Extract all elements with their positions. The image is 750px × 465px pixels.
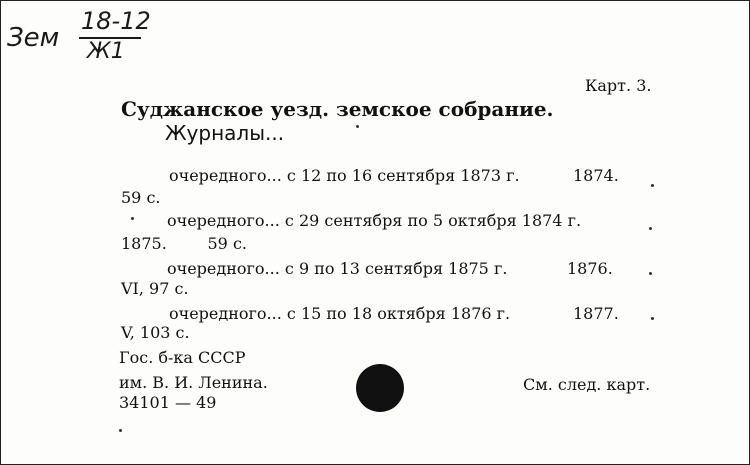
entry-2-line2: 1875. 59 с.	[121, 234, 247, 253]
speck	[649, 227, 652, 230]
handwritten-fraction-top: 18-12	[81, 7, 151, 35]
speck	[356, 125, 359, 128]
entry-1-year: 1874.	[573, 166, 619, 185]
see-next-card: См. след. карт.	[523, 375, 651, 394]
library-line1: Гос. б-ка СССР	[119, 348, 246, 367]
entry-1-line1: очередного... с 12 по 16 сентября 1873 г.	[169, 166, 520, 185]
library-line2: им. В. И. Ленина.	[119, 373, 268, 392]
entry-3-line2: VI, 97 с.	[121, 279, 189, 298]
entry-3-year: 1876.	[567, 259, 613, 278]
entry-3-line1: очередного... с 9 по 13 сентября 1875 г.	[167, 259, 508, 278]
speck	[651, 184, 654, 187]
entry-4-year: 1877.	[573, 304, 619, 323]
speck	[119, 429, 122, 432]
speck	[131, 217, 134, 220]
entry-1-line2: 59 с.	[121, 188, 161, 207]
subheading: Журналы...	[165, 121, 285, 145]
speck	[649, 272, 652, 275]
heading: Суджанское уезд. земское собрание.	[121, 97, 554, 121]
card-number: Карт. 3.	[585, 76, 652, 95]
punch-hole	[356, 364, 404, 412]
library-line3: 34101 — 49	[119, 393, 217, 412]
entry-4-line1: очередного... с 15 по 18 октября 1876 г.	[169, 304, 511, 323]
entry-2-line1: очередного... с 29 сентября по 5 октября 1874 г.	[167, 211, 582, 230]
speck	[651, 317, 654, 320]
entry-4-line2: V, 103 с.	[121, 323, 190, 342]
handwritten-code: Зем	[7, 23, 60, 53]
handwritten-fraction-bottom: Ж1	[87, 39, 125, 64]
